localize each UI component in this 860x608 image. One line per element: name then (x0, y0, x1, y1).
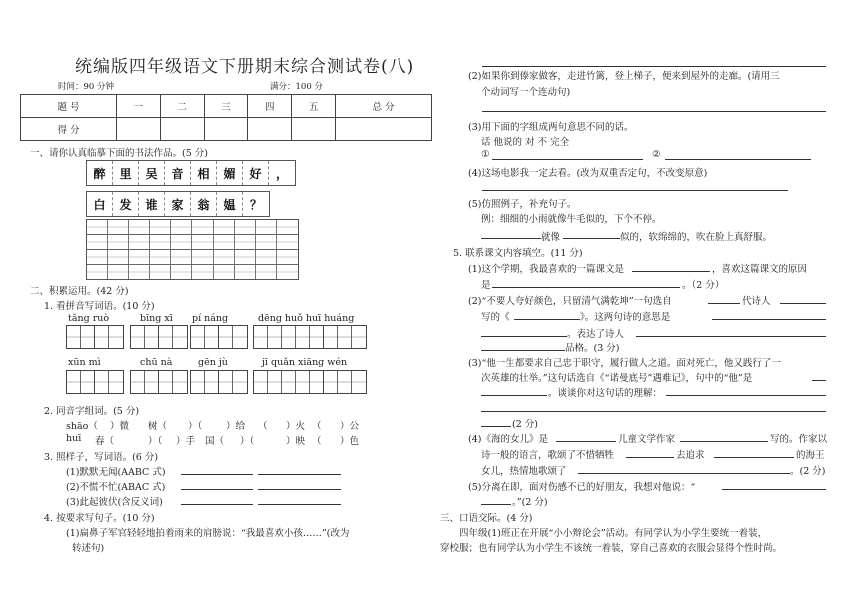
calligraphy-char: 里 (113, 161, 139, 185)
q2-row-2-f: ）（ (240, 436, 255, 447)
q4-2-text-cont: 个动词写一个连动句) (481, 87, 571, 98)
score-row-label: 得 分 (21, 118, 117, 141)
calligraphy-char: 相 (191, 161, 217, 185)
q2-row-1-f: （ (258, 421, 268, 432)
q2-heading: 2. 同音字组词。(5 分) (44, 406, 140, 417)
answer-line[interactable] (181, 474, 253, 475)
q5-2-text-d: 》。这两句诗的意思是 (580, 312, 671, 323)
practice-cell[interactable] (87, 250, 108, 264)
q5-heading: 5. 联系课文内容填空。(11 分) (453, 248, 583, 259)
q2-row-1-h: （ (312, 421, 322, 432)
calligraphy-row-2 (86, 191, 270, 217)
practice-cell[interactable] (277, 250, 298, 264)
q2-row-1-c: 树（ (148, 421, 168, 432)
practice-cell[interactable] (129, 250, 150, 264)
practice-cell[interactable] (87, 220, 108, 234)
practice-cell[interactable] (171, 250, 192, 264)
q2-row-2-b: 春（ (95, 436, 115, 447)
q2-row-1-d: ）（ (188, 421, 203, 432)
q4-2-text: (2)如果你到傣家做客，走进竹篱，登上梯子，便来到屋外的走廊。(请用三 (468, 71, 780, 82)
practice-cell[interactable] (235, 235, 256, 249)
practice-cell[interactable] (171, 265, 192, 279)
pinyin-answer-grid[interactable] (66, 370, 124, 394)
q3-item-1: (1)默默无闻(AABC 式) (66, 467, 166, 478)
q5-3-score: (2 分) (512, 419, 538, 430)
answer-line[interactable] (812, 380, 826, 381)
q2-row-2-h: （ (312, 436, 322, 447)
practice-cell[interactable] (108, 250, 129, 264)
answer-line[interactable] (578, 473, 790, 474)
q4-3-words: 话 他说的 对 不 完全 (481, 137, 570, 148)
pinyin-2: bīng xī (140, 313, 173, 324)
practice-cell[interactable] (171, 220, 192, 234)
practice-cell[interactable] (150, 265, 171, 279)
score-table (20, 94, 432, 141)
pinyin-answer-grid[interactable] (190, 325, 248, 349)
practice-cell[interactable] (87, 235, 108, 249)
q4-5-sentence-a: 就像 (541, 232, 561, 243)
practice-grid[interactable] (86, 219, 299, 280)
q5-4-text-d: 诗一般的语言，歌颂了不惜牺牲 (481, 450, 615, 461)
answer-line[interactable] (714, 457, 794, 458)
section-3-paragraph-2: 穿校服；也有同学认为小学生不该统一着装，穿自己喜欢的衣服会显得个性时尚。 (440, 543, 783, 554)
q2-row-2-i: ）色 (340, 436, 360, 447)
q4-1-text: (1)扁鼻子军官轻轻地拍着雨来的肩膀说：“我最喜欢小孩……”(改为 (66, 528, 350, 539)
q4-heading: 4. 按要求写句子。(10 分) (44, 513, 155, 524)
q3-heading: 3. 照样子，写词语。(6 分) (44, 452, 159, 463)
pinyin-3: pí náng (192, 313, 229, 324)
score-header-1: 一 (116, 95, 160, 118)
answer-line[interactable] (181, 504, 253, 505)
q5-4-text-e: 女儿，热情地歌颂了 (481, 466, 567, 477)
pinyin-5: xūn mì (68, 357, 101, 368)
practice-cell[interactable] (256, 235, 277, 249)
practice-cell[interactable] (129, 265, 150, 279)
practice-cell[interactable] (214, 250, 235, 264)
pinyin-6: chū nà (140, 357, 173, 368)
practice-cell[interactable] (150, 220, 171, 234)
q5-4-text: (4)《海的女儿》是 (468, 434, 548, 445)
score-cell[interactable] (336, 118, 432, 141)
answer-line[interactable] (482, 66, 826, 67)
calligraphy-char: 音 (165, 161, 191, 185)
q1-heading: 1. 看拼音写词语。(10 分) (44, 301, 155, 312)
practice-cell[interactable] (214, 265, 235, 279)
section-3-heading: 三、口语交际。(4 分) (440, 513, 533, 524)
calligraphy-char: 谁 (139, 192, 165, 216)
practice-cell[interactable] (256, 250, 277, 264)
pinyin-answer-grid[interactable] (190, 370, 248, 394)
full-score: 满分：100 分 (270, 82, 323, 92)
score-header-2: 二 (160, 95, 204, 118)
calligraphy-char: 媪 (217, 192, 243, 216)
pinyin-4: dēng huǒ huī huáng (258, 313, 355, 324)
pinyin-answer-grid[interactable] (130, 325, 188, 349)
practice-cell[interactable] (87, 265, 108, 279)
page-title: 统编版四年级语文下册期末综合测试卷(八) (75, 57, 415, 77)
q2-row-2-a: huī (66, 433, 82, 444)
answer-line[interactable] (258, 504, 341, 505)
answer-line[interactable] (481, 395, 547, 396)
answer-line[interactable] (722, 489, 826, 490)
practice-cell[interactable] (214, 235, 235, 249)
practice-cell[interactable] (171, 235, 192, 249)
answer-line[interactable] (492, 159, 643, 160)
score-cell[interactable] (160, 118, 204, 141)
q3-item-3: (3)此起彼伏(含反义词) (66, 497, 163, 508)
practice-grid-row[interactable] (87, 250, 298, 265)
calligraphy-char: 好 (243, 161, 269, 185)
practice-cell[interactable] (129, 235, 150, 249)
calligraphy-row-1 (86, 160, 296, 186)
score-header-3: 三 (204, 95, 248, 118)
practice-cell[interactable] (235, 250, 256, 264)
q5-1-text-c: 是 (481, 280, 491, 291)
calligraphy-char: ， (275, 166, 288, 181)
practice-cell[interactable] (192, 250, 213, 264)
answer-line[interactable] (481, 350, 565, 351)
answer-line[interactable] (481, 426, 511, 427)
pinyin-answer-grid[interactable] (66, 325, 124, 349)
practice-cell[interactable] (192, 265, 213, 279)
q5-5-score: 。”(2 分) (512, 497, 548, 508)
answer-line[interactable] (258, 474, 341, 475)
score-header-total: 总 分 (336, 95, 432, 118)
q4-5-text: (5)仿照例子，补充句子。 (468, 199, 577, 210)
answer-line[interactable] (482, 111, 826, 112)
answer-line[interactable] (481, 504, 511, 505)
answer-line[interactable] (492, 287, 680, 288)
pinyin-answer-grid[interactable] (130, 370, 188, 394)
score-cell[interactable] (248, 118, 292, 141)
q5-4-text-d3: 的海王 (796, 450, 825, 461)
score-header-4: 四 (248, 95, 292, 118)
answer-line[interactable] (666, 395, 826, 396)
q5-2-text-b: 代诗人 (742, 296, 771, 307)
q5-3-text: (3)“他一生都要求自己忠于职守，履行做人之道。面对死亡，他又践行了一 (468, 358, 781, 369)
answer-line[interactable] (708, 303, 740, 304)
q2-row-2-g: ）映 (286, 436, 306, 447)
answer-line[interactable] (780, 303, 826, 304)
answer-line[interactable] (680, 441, 768, 442)
calligraphy-char: 白 (87, 192, 113, 216)
answer-line[interactable] (636, 336, 826, 337)
practice-cell[interactable] (256, 265, 277, 279)
practice-cell[interactable] (235, 220, 256, 234)
practice-cell[interactable] (256, 220, 277, 234)
pinyin-answer-grid[interactable] (253, 325, 367, 349)
practice-grid-row[interactable] (87, 265, 298, 279)
answer-line[interactable] (481, 411, 826, 412)
practice-cell[interactable] (277, 220, 298, 234)
section-3-paragraph-1: 四年级(1)班正在开展“小小辩论会”活动。有同学认为小学生要统一着装， (459, 528, 768, 539)
q5-2-text-e: 。表达了诗人 (567, 329, 625, 340)
practice-cell[interactable] (277, 265, 298, 279)
pinyin-7: gēn jù (198, 357, 228, 368)
calligraphy-char: 醉 (87, 161, 113, 185)
practice-cell[interactable] (150, 235, 171, 249)
pinyin-1: tǎng ruò (68, 313, 110, 324)
q2-row-2-e: 国（ (205, 436, 225, 447)
pinyin-answer-grid[interactable] (253, 370, 367, 394)
q5-2-text: (2)“不要人夸好颜色，只留清气满乾坤”一句选自 (468, 296, 672, 307)
q4-3-text: (3)用下面的字组成两句意思不同的话。 (468, 122, 634, 133)
q5-5-text: (5)分离在即，面对伤感不已的好朋友，我想对他说：“ (468, 482, 696, 493)
q4-5-sentence-b: 似的，软绵绵的，吹在脸上真舒服。 (620, 232, 773, 243)
q3-item-2: (2)不慌不忙(ABAC 式) (66, 482, 166, 493)
q5-3-text-c: 。谈谈你对这句话的理解： (548, 388, 663, 399)
answer-line[interactable] (632, 271, 710, 272)
practice-grid-row[interactable] (87, 220, 298, 235)
practice-cell[interactable] (192, 220, 213, 234)
practice-cell[interactable] (192, 235, 213, 249)
practice-cell[interactable] (108, 235, 129, 249)
q2-row-1-i: ）公 (340, 421, 360, 432)
q4-4-text: (4)这场电影我一定去看。(改为双重否定句，不改变原意) (468, 168, 708, 179)
practice-cell[interactable] (235, 265, 256, 279)
calligraphy-char: ？ (249, 197, 262, 212)
q2-row-1-b: ）微 (110, 421, 130, 432)
practice-cell[interactable] (108, 220, 129, 234)
answer-line[interactable] (181, 489, 253, 490)
q2-row-1-g: ）火 (286, 421, 306, 432)
q5-2-text-c: 写的《 (481, 312, 510, 323)
q5-1-text: (1)这个学期，我最喜欢的一篇课文是 (468, 264, 624, 275)
practice-grid-row[interactable] (87, 235, 298, 250)
q4-3-mark-2: ② (652, 149, 661, 160)
q5-4-text-b: 儿童文学作家 (618, 434, 676, 445)
answer-line[interactable] (481, 336, 567, 337)
q4-3-mark-1: ① (481, 149, 490, 160)
q5-4-text-c: 写的。作家以 (770, 434, 828, 445)
answer-line[interactable] (258, 489, 341, 490)
answer-line[interactable] (665, 159, 811, 160)
pinyin-8: jī quǎn xiāng wén (262, 357, 348, 368)
q5-4-text-d2: 去追求 (676, 450, 705, 461)
practice-cell[interactable] (108, 265, 129, 279)
q2-row-2-c: ）（ (148, 436, 163, 447)
section-2-heading: 二、积累运用。(42 分) (30, 286, 129, 297)
q5-1-text-b: ，喜欢这篇课文的原因 (712, 264, 808, 275)
q4-1-text-cont: 转述句) (72, 543, 105, 554)
practice-cell[interactable] (129, 220, 150, 234)
answer-line[interactable] (563, 238, 620, 239)
calligraphy-char: 吴 (139, 161, 165, 185)
score-cell[interactable] (292, 118, 336, 141)
practice-cell[interactable] (214, 220, 235, 234)
q2-row-1-a: shāo（ (66, 421, 98, 432)
practice-cell[interactable] (150, 250, 171, 264)
answer-line[interactable] (626, 457, 674, 458)
answer-line[interactable] (481, 238, 541, 239)
calligraphy-char: 发 (113, 192, 139, 216)
section-1-heading: 一、请你认真临摹下面的书法作品。(5 分) (30, 148, 208, 159)
q5-3-text-b: 次英雄的壮举。”这句话选自《“诺曼底号”遇难记》，句中的“他”是 (481, 373, 753, 384)
q4-5-example: 例：细细的小雨就像牛毛似的，下个不停。 (481, 214, 662, 225)
calligraphy-char: 翁 (191, 192, 217, 216)
q5-2-text-f: 品格。(3 分) (565, 343, 620, 354)
q2-row-1-e: ）给 (226, 421, 246, 432)
calligraphy-char: 家 (165, 192, 191, 216)
score-cell[interactable] (204, 118, 248, 141)
exam-time: 时间：90 分钟 (58, 82, 115, 92)
score-cell[interactable] (116, 118, 160, 141)
answer-line[interactable] (712, 319, 826, 320)
score-header-label: 题 号 (21, 95, 117, 118)
q2-row-2-d: ）手 (176, 436, 196, 447)
calligraphy-char: 媚 (217, 161, 243, 185)
answer-line[interactable] (514, 319, 580, 320)
answer-line[interactable] (556, 441, 616, 442)
q5-4-score: 。(2 分) (790, 466, 826, 477)
score-header-5: 五 (292, 95, 336, 118)
q5-1-score: 。（2 分） (682, 280, 725, 291)
answer-line[interactable] (482, 190, 788, 191)
practice-cell[interactable] (277, 235, 298, 249)
